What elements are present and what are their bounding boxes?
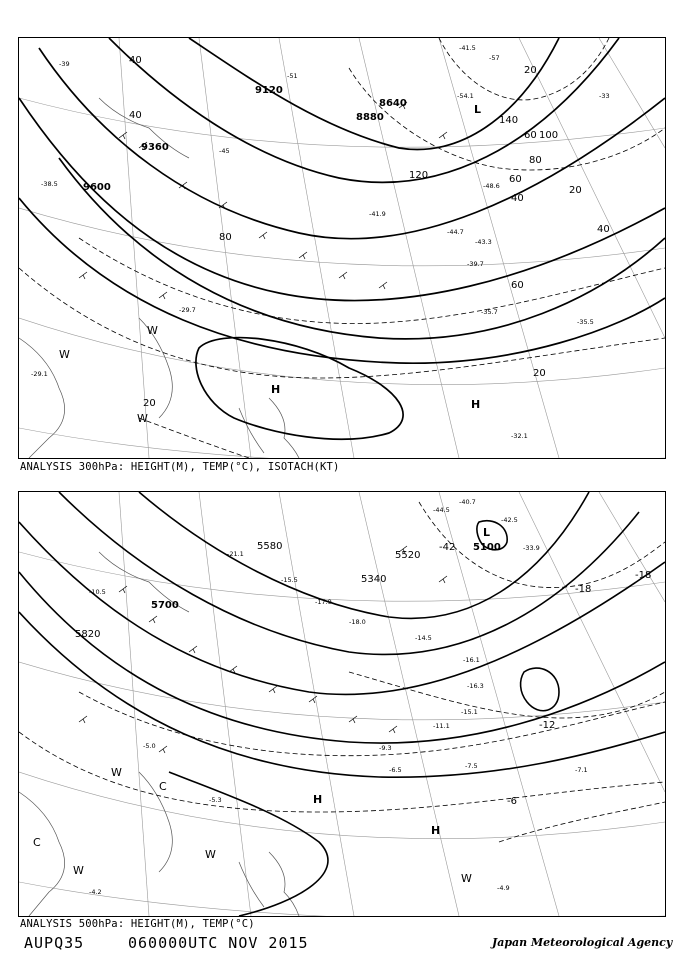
temp-value: -6.5	[389, 766, 402, 774]
isotherms-500	[19, 502, 665, 842]
temp-value: -39	[59, 60, 70, 68]
isotach-label: 40	[129, 110, 142, 121]
isotach-label: 20	[143, 398, 156, 409]
agency-name: Japan Meteorological Agency	[492, 936, 673, 949]
temp-value: -7.5	[465, 762, 478, 770]
temp-value: -40.7	[459, 498, 476, 506]
height-label-9600: 9600	[83, 182, 111, 193]
cold-center-label: C	[159, 780, 167, 793]
temp-value: -4.2	[89, 888, 102, 896]
map-panel-300hpa	[18, 37, 666, 459]
isotach-label: 40	[129, 55, 142, 66]
high-center-label: H	[471, 398, 481, 411]
isotach-label: 40	[597, 224, 610, 235]
high-center-label: H	[431, 824, 441, 837]
isotherm-label: -18	[575, 584, 592, 595]
graticule-500	[19, 492, 665, 916]
temp-value: -4.9	[497, 884, 510, 892]
isotach-label: 100	[539, 130, 559, 141]
temp-value: -10.5	[89, 588, 106, 596]
height-labels-500	[75, 541, 501, 640]
height-label-8640: 8640	[379, 98, 407, 109]
temp-value: -14.5	[415, 634, 432, 642]
isotach-label: 140	[499, 115, 519, 126]
height-label-5700: 5700	[151, 600, 179, 611]
temp-value: -15.1	[461, 708, 478, 716]
temp-value: -43.3	[475, 238, 492, 246]
map-500hpa-chart	[19, 492, 665, 916]
temp-value: -11.1	[433, 722, 450, 730]
temp-value: -38.5	[41, 180, 58, 188]
warm-center-label: W	[205, 848, 216, 861]
pressure-centers-500	[33, 526, 490, 885]
low-center-label: L	[483, 526, 491, 539]
temp-value: -18.0	[349, 618, 366, 626]
temp-value: -9.3	[379, 744, 392, 752]
bulletin-valid-time: 060000UTC NOV 2015	[128, 934, 309, 952]
temp-value: -29.7	[179, 306, 196, 314]
temp-value: -29.1	[31, 370, 48, 378]
map-panel-500hpa	[18, 491, 666, 917]
height-label-9120: 9120	[255, 85, 283, 96]
wind-barbs-500	[79, 546, 447, 753]
graticule-300	[19, 38, 665, 458]
isotherm-label: -6	[507, 796, 517, 807]
height-label-9360: 9360	[141, 142, 169, 153]
temp-value: -39.7	[467, 260, 484, 268]
warm-center-label: W	[137, 412, 148, 425]
isotach-label: 60	[509, 174, 522, 185]
temp-value: -54.1	[457, 92, 474, 100]
temp-value: -16.1	[463, 656, 480, 664]
warm-center-label: W	[461, 872, 472, 885]
isotach-label: 80	[529, 155, 542, 166]
temp-value: -5.3	[209, 796, 222, 804]
warm-center-label: W	[147, 324, 158, 337]
isotherm-label: -18	[635, 570, 652, 581]
map-300hpa-chart	[19, 38, 665, 458]
wind-barbs-300	[79, 102, 447, 299]
temp-value: -33	[599, 92, 610, 100]
temp-value: -57	[489, 54, 500, 62]
height-label-5820: 5820	[75, 629, 101, 640]
temp-value: -32.1	[511, 432, 528, 440]
panel-300-caption: ANALYSIS 300hPa: HEIGHT(M), TEMP(°C), ISOTACH(KT)	[20, 461, 340, 473]
height-contours-500	[19, 492, 665, 916]
warm-center-label: W	[73, 864, 84, 877]
temp-value: -21.1	[227, 550, 244, 558]
isotach-label: 20	[533, 368, 546, 379]
isotach-label: 20	[524, 65, 537, 76]
temp-value: -44.5	[433, 506, 450, 514]
temp-value: -16.3	[467, 682, 484, 690]
height-label-5580: 5580	[257, 541, 283, 552]
high-center-label: H	[271, 383, 281, 396]
temp-value: -17.9	[315, 598, 332, 606]
isotach-label: 60	[511, 280, 524, 291]
temp-value: -7.1	[575, 766, 588, 774]
temp-value: -5.0	[143, 742, 156, 750]
isotherm-label: -42	[439, 542, 456, 553]
temp-value: -48.6	[483, 182, 500, 190]
height-label-5520: 5520	[395, 550, 421, 561]
temp-value: -35.5	[577, 318, 594, 326]
isotach-label: 80	[219, 232, 232, 243]
temp-value: -41.5	[459, 44, 476, 52]
temp-value: -35.7	[481, 308, 498, 316]
isotherm-label: -12	[539, 720, 556, 731]
isotach-label: 60	[524, 130, 537, 141]
temp-value: -41.9	[369, 210, 386, 218]
height-label-5100: 5100	[473, 542, 501, 553]
warm-center-label: W	[59, 348, 70, 361]
isotach-label: 40	[511, 193, 524, 204]
isotherms-300	[19, 38, 665, 458]
low-center-label: L	[474, 103, 482, 116]
panel-500-caption: ANALYSIS 500hPa: HEIGHT(M), TEMP(°C)	[20, 918, 255, 930]
temp-value: -44.7	[447, 228, 464, 236]
high-center-label: H	[313, 793, 323, 806]
height-label-5340: 5340	[361, 574, 387, 585]
cold-center-label: C	[33, 836, 41, 849]
temperature-values-300	[31, 44, 610, 440]
isotach-label: 20	[569, 185, 582, 196]
temp-value: -51	[287, 72, 298, 80]
warm-center-label: W	[111, 766, 122, 779]
isotach-labels-300	[129, 55, 610, 409]
temp-value: -33.9	[523, 544, 540, 552]
isotach-label: 120	[409, 170, 429, 181]
temp-value: -45	[219, 147, 230, 155]
bulletin-id: AUPQ35	[24, 934, 85, 952]
temp-value: -42.5	[501, 516, 518, 524]
temp-value: -15.5	[281, 576, 298, 584]
height-label-8880: 8880	[356, 112, 384, 123]
